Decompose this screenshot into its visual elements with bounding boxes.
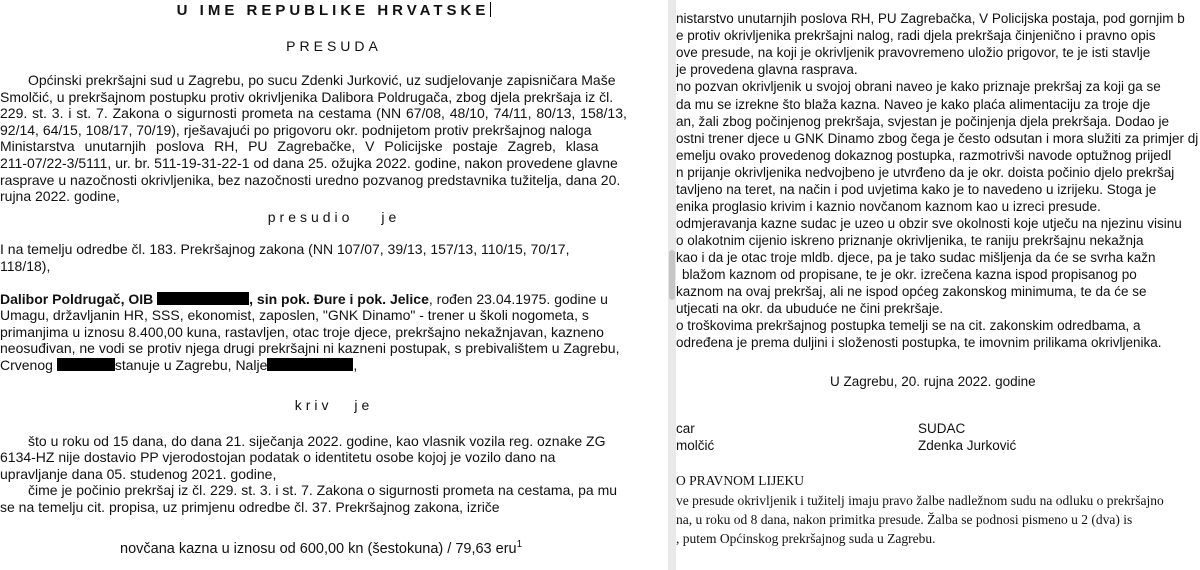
reasoning-line: ostni trener djece u GNK Dinamo zbog čega je često odsutan i mora služiti za primjer dj — [676, 131, 1199, 146]
reasoning-line: e protiv okrivljenika prekršajni nalog, radi djela prekršaja činjenično i pravno opis — [676, 28, 1156, 43]
reasoning-line: odmjeravanja kazne sudac je uzeo u obzir sve okolnosti koje utječu na njezinu visinu — [676, 216, 1182, 231]
intro-line: Općinski prekršajni sud u Zagrebu, po sucu Zdenki Jurković, uz sudjelovanje zapisničara Maše — [28, 72, 616, 88]
guilt-line: upravljanje dana 05. studenog 2021. godine, — [0, 466, 277, 482]
clerk-title: car — [676, 421, 695, 436]
basis-line: 118/18), — [0, 258, 51, 274]
right-document-page — [676, 0, 1200, 570]
place-date: U Zagrebu, 20. rujna 2022. godine — [830, 374, 1036, 389]
clerk-name: molčić — [676, 438, 715, 453]
reasoning-line: o olakotnim cijenio iskreno priznanje okrivljenika, te raniju prekršajnu nekažnja — [676, 233, 1144, 248]
judge-title: SUDAC — [918, 421, 966, 436]
defendant-name: Dalibor Poldrugač, OIB — [0, 291, 154, 307]
intro-line: rujna 2022. godine, — [0, 188, 120, 204]
text-cursor — [490, 2, 491, 17]
scrollbar-thumb[interactable] — [669, 250, 675, 300]
reasoning-line: kaznom na ovaj prekršaj, ali ne ispod općeg zakonskog minimuma, te da će se — [676, 284, 1147, 299]
reasoning-line: tavljeno na teret, na način i pod uvjetima kako je to navedeno u izrijeku. Stoga je — [676, 182, 1157, 197]
reasoning-line: blažom kaznom od propisane, te je okr. izrečena kazna ispod propisanog po — [682, 267, 1137, 282]
fine-text: novčana kazna u iznosu od 600,00 kn (šestokuna) / 79,63 eru — [120, 541, 517, 557]
redaction-address — [267, 358, 353, 371]
reasoning-line: emelju ovako provedenog dokaznog postupka, razmotrivši navode optužnog prijedl — [676, 148, 1172, 163]
intro-line: Ministarstva unutarnjih poslova RH, PU Zagrebačke, V Policijske postaje Zagreb, klasa — [0, 138, 599, 154]
redaction-address — [57, 358, 115, 371]
intro-line: 92/14, 64/15, 108/17, 70/19), rješavajući po prigovoru okr. podnijetom protiv prekršajnog naloga — [0, 122, 592, 138]
reasoning-line: o troškovima prekršajnog postupka temelji se na cit. zakonskim odredbama, a — [676, 318, 1141, 333]
reasoning-line: no pozvan okrivljenik u svojoj obrani naveo je kako priznaje prekršaj za koji ga se — [676, 79, 1161, 94]
reasoning-line: enika proglasio krivim i kaznio novčanom kaznom kao u izreci presude. — [676, 199, 1101, 214]
reasoning-line: ove presude, na koji je okrivljenik pravovremeno uložio prigovor, te je isti stavlje — [676, 45, 1151, 60]
reasoning-line: kao i da je otac troje mldb. djece, pa je tako sudac mišljenja da će se svrha kažn — [676, 250, 1156, 265]
basis-line: I na temelju odredbe čl. 183. Prekršajnog zakona (NN 107/07, 39/13, 157/13, 110/15, 70/17, — [0, 241, 570, 257]
address-part: stanuje u Zagrebu, Nalje — [114, 357, 268, 373]
judge-name: Zdenka Jurković — [918, 438, 1017, 453]
reasoning-line: an, žali zbog počinjenog prekršaja, svjestan je počinjenja djela prekršaja. Dodao je — [676, 114, 1170, 129]
defendant-line: primanjima u iznosu 8.400,00 kuna, rastavljen, otac troje djece, prekršajno nekažnjavan, kazneno — [0, 324, 604, 340]
guilt-line: 6134-HZ nije dostavio PP vjerodostojan podatak o identitetu osobe kojoj je vozilo dano na — [0, 449, 556, 465]
defendant-address-line — [0, 356, 357, 374]
redaction-oib — [157, 292, 249, 305]
intro-line: 229. st. 3. i st. 7. Zakona o sigurnosti prometa na cestama (NN 67/08, 48/10, 74/11, 80/13, 158/13, — [0, 105, 627, 121]
address-part: Crvenog — [0, 357, 57, 373]
defendant-line: Umagu, državljanin HR, SSS, ekonomist, zaposlen, "GNK Dinamo" - trener u školi nogometa, s — [0, 307, 589, 323]
guilt-line: se na temelju cit. propisa, uz primjenu odredbe čl. 37. Prekršajnog zakona, izriče — [0, 499, 500, 515]
address-part: , — [353, 357, 358, 373]
intro-line: rasprave u nazočnosti okrivljenika, bez nazočnosti uredno pozvanog predstavnika tužitelja, dana 20. — [0, 172, 621, 188]
intro-line: 211-07/22-3/5111, ur. br. 511-19-31-22-1 od dana 25. ožujka 2022. godine, nakon provedene glavne — [0, 155, 618, 171]
remedy-line: ve presude okrivljenik i tužitelj imaju pravo žalbe nadležnom sudu na odluku o prekršajno — [676, 493, 1164, 508]
remedy-title: O PRAVNOM LIJEKU — [676, 473, 805, 488]
remedy-line: na, u roku od 8 dana, nakon primitka presude. Žalba se podnosi pismeno u 2 (dva) is — [676, 512, 1133, 527]
document-heading: U IME REPUBLIKE HRVATSKE — [176, 2, 490, 19]
remedy-line: , putem Općinskog prekršajnog suda u Zagrebu. — [676, 531, 936, 546]
guilt-line: što u roku od 15 dana, do dana 21. siječanja 2022. godine, kao vlasnik vozila reg. oznake ZG — [28, 433, 606, 449]
defendant-birth: , rođen 23.04.1975. godine u — [428, 291, 608, 307]
reasoning-line: nistarstvo unutarnjih poslova RH, PU Zagrebačka, V Policijska postaja, pod gornjim b — [676, 11, 1185, 26]
fine-line — [120, 540, 522, 558]
document-title: PRESUDA — [286, 38, 382, 54]
intro-line: Smolčić, u prekršajnom postupku protiv okrivljenika Dalibora Poldrugača, zbog djela prekršaja iz čl. — [0, 89, 614, 105]
presudio-heading: presudio je — [267, 209, 401, 225]
guilt-line: čime je počinio prekršaj iz čl. 229. st. 3. i st. 7. Zakona o sigurnosti prometa na cestama, pa mu — [28, 482, 618, 498]
reasoning-line: utjecati na okr. da ubuduće ne čini prekršaje. — [676, 301, 944, 316]
kriv-heading: kriv je — [294, 397, 374, 413]
defendant-line: neosuđivan, ne vodi se protiv njega drugi prekršajni ni kazneni postupak, s prebivalištem u Zagrebu, — [0, 340, 620, 356]
reasoning-line: određena je prema duljini i složenosti postupka, te imovnim prilikama okrivljenika. — [676, 335, 1162, 350]
reasoning-line: je provedena glavna rasprava. — [676, 62, 858, 77]
reasoning-line: da mu se izrekne što blaža kazna. Naveo je kako plaća alimentaciju za troje dje — [676, 97, 1151, 112]
defendant-parents: , sin pok. Đure i pok. Jelice — [249, 291, 429, 307]
reasoning-line: n prijanje okrivljenika nedvojbeno je utvrđeno da je okr. doista počinio djelo prekršaj — [676, 165, 1175, 180]
footnote-mark: 1 — [516, 539, 523, 551]
